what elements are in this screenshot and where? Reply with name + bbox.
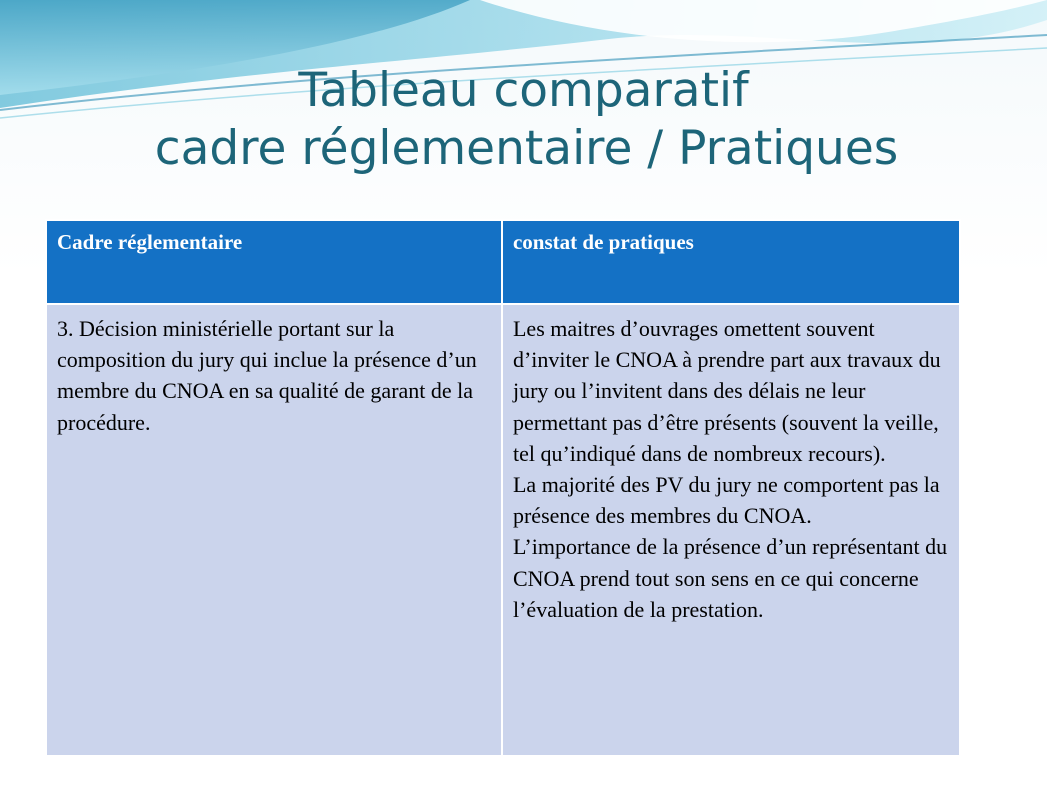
table-row xyxy=(46,304,960,756)
regulatory-text: 3. Décision ministérielle portant sur la composition du jury qui inclue la présence d’un membre du CNOA en sa qualité de garant de la procédure. xyxy=(57,316,477,435)
cell-practices xyxy=(502,304,960,756)
header-regulatory: Cadre réglementaire xyxy=(46,220,502,304)
practice-paragraph-2: La majorité des PV du jury ne comportent pas la présence des membres du CNOA. xyxy=(512,472,940,529)
title-line-1: Tableau comparatif xyxy=(298,63,749,118)
cell-regulatory xyxy=(46,304,502,756)
table-header-row xyxy=(46,220,960,304)
practice-paragraph-1: Les maitres d’ouvrages omettent souvent d’inviter le CNOA à prendre part aux travaux du jury ou l’invitent dans des délais ne leur permettant pas d’être présents (souvent la veille, tel qu’indiqué dans de nombreux recours). xyxy=(512,316,941,466)
practice-paragraph-3: L’importance de la présence d’un représentant du CNOA prend tout son sens en ce qui concerne l’évaluation de la prestation. xyxy=(512,534,948,622)
comparison-table xyxy=(45,219,961,757)
title-line-2: cadre réglementaire / Pratiques xyxy=(154,121,899,176)
page-title xyxy=(0,62,1047,178)
header-practices: constat de pratiques xyxy=(502,220,960,304)
